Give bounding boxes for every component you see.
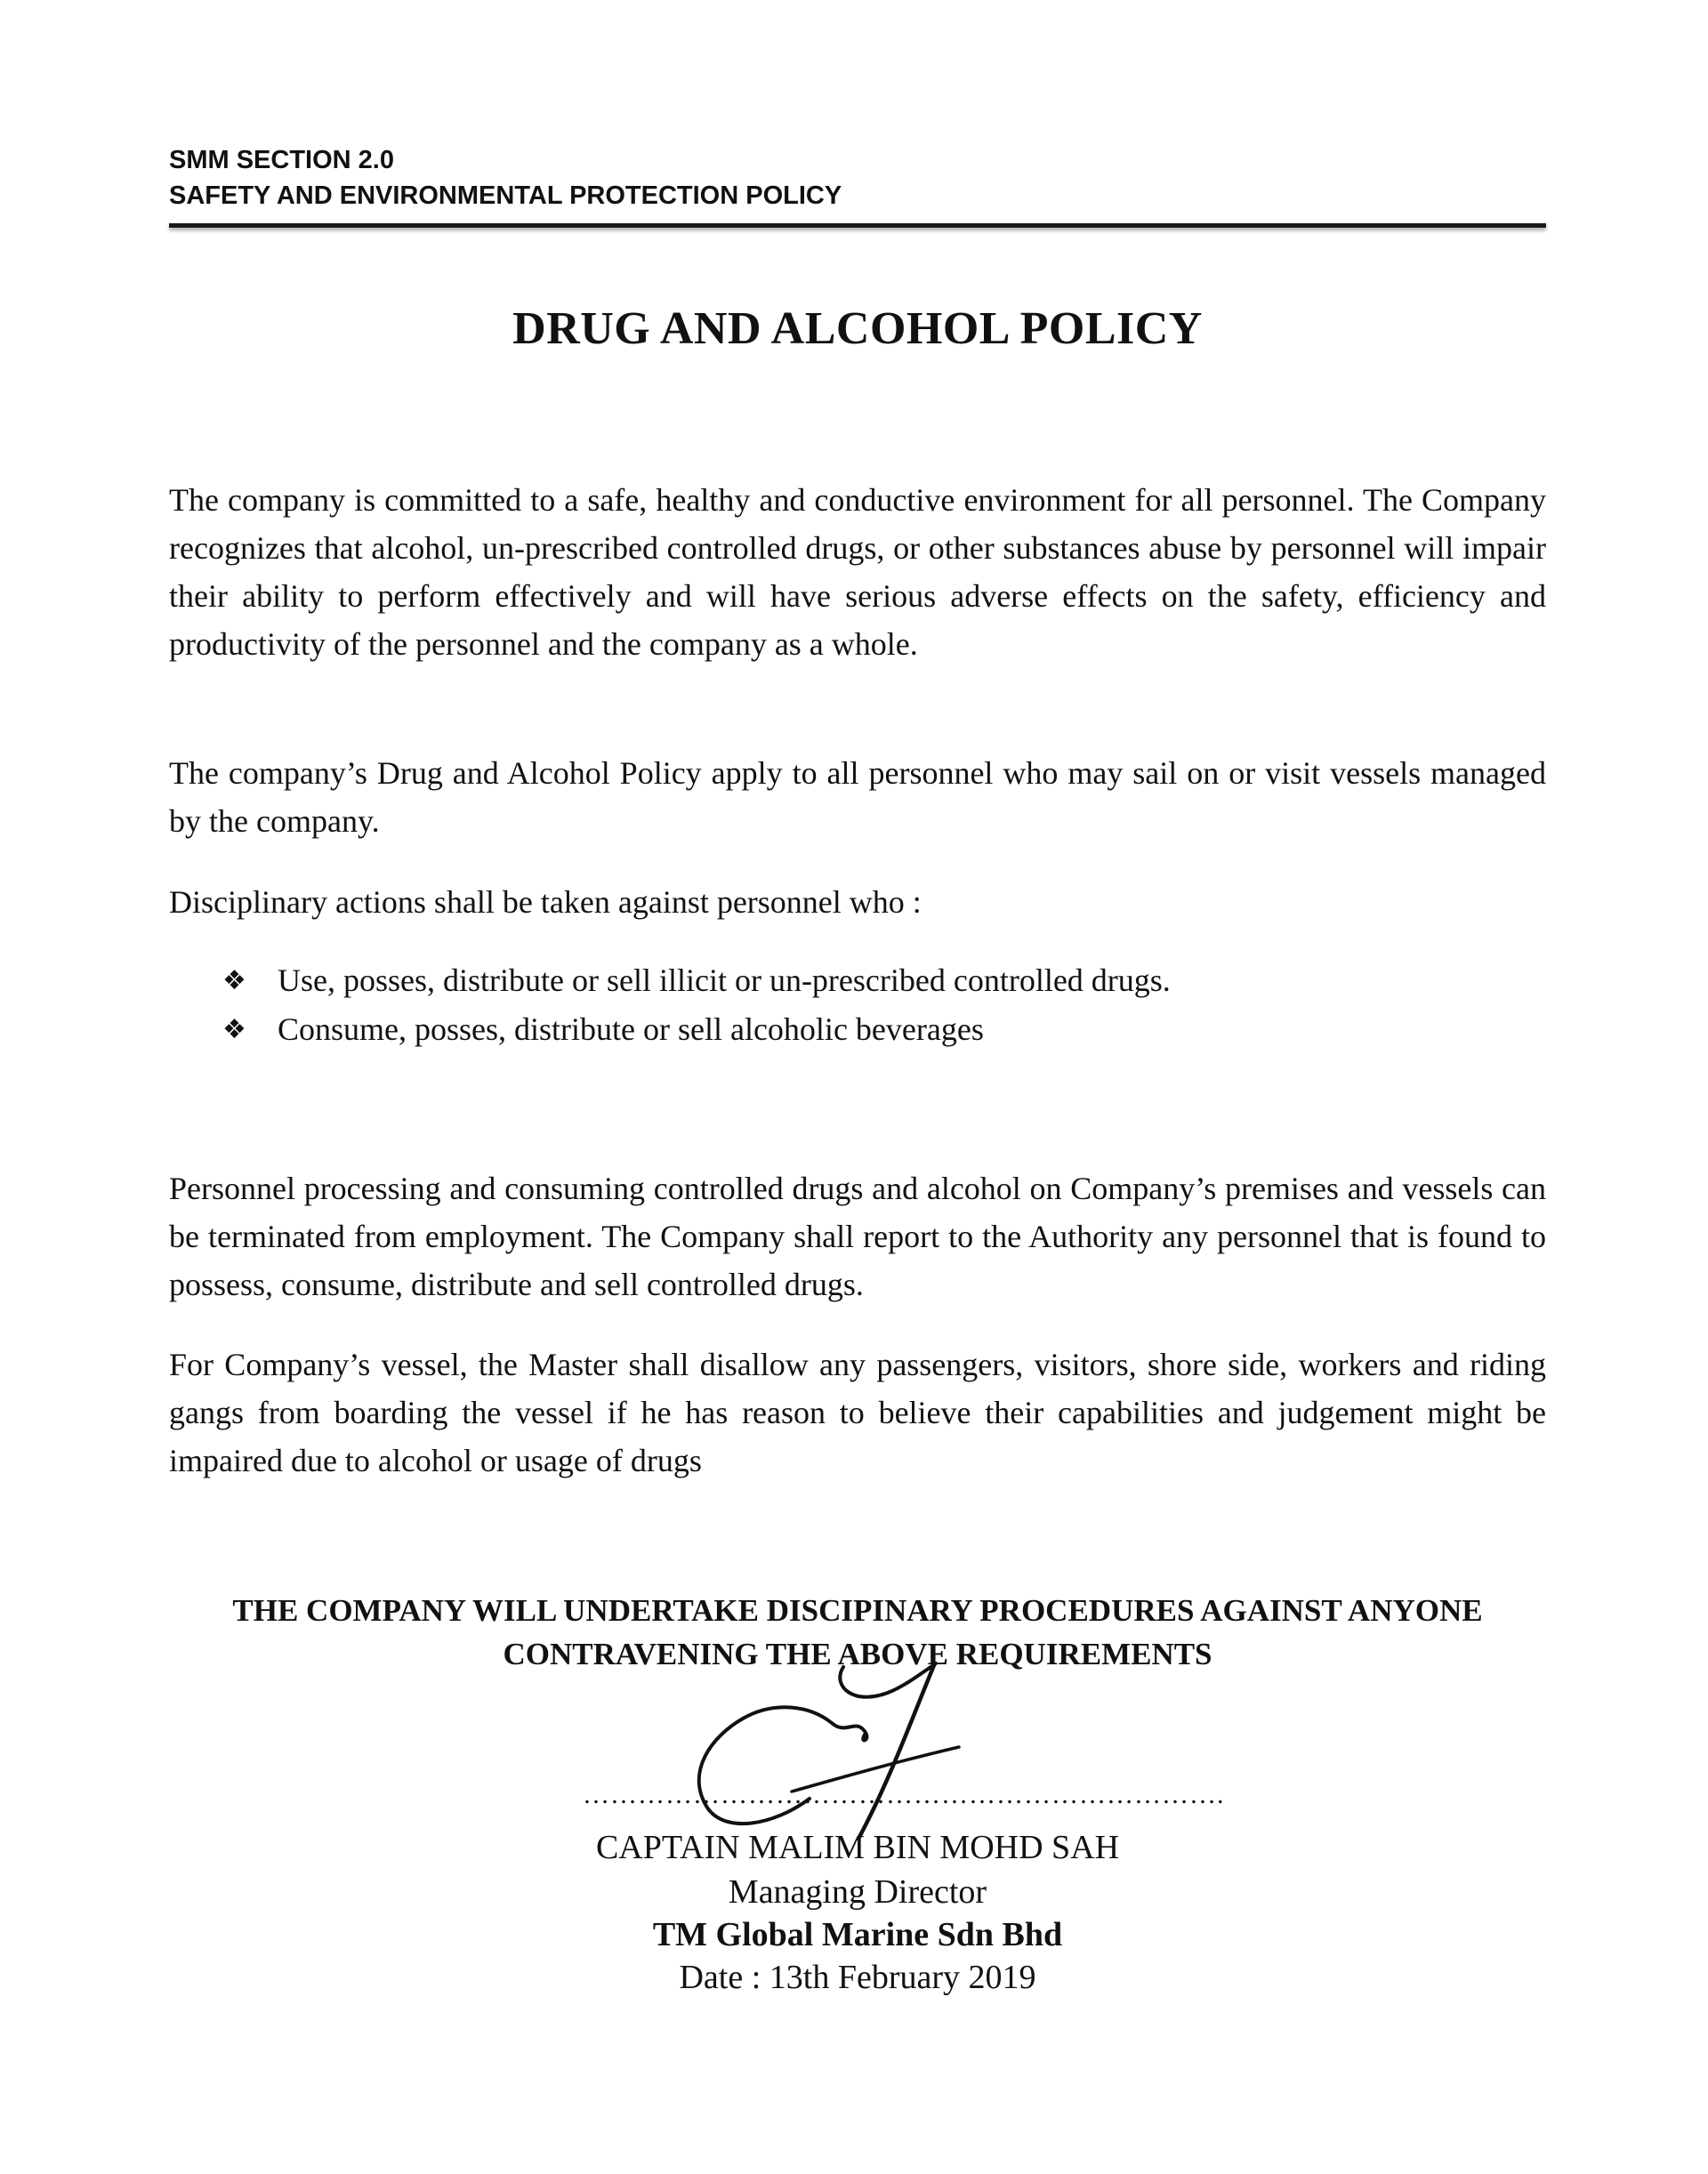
document-header xyxy=(169,142,1546,213)
signature-date: Date : 13th February 2019 xyxy=(679,1959,1036,1996)
disciplinary-list xyxy=(222,956,1539,1054)
document-title: DRUG AND ALCOHOL POLICY xyxy=(512,303,1203,354)
closing-statement: THE COMPANY WILL UNDERTAKE DISCIPINARY PROCEDURES AGAINST ANYONE CONTRAVENING THE ABOVE REQUIREMENTS xyxy=(232,1593,1483,1671)
list-item xyxy=(222,956,1539,1005)
section-subtitle: SAFETY AND ENVIRONMENTAL PROTECTION POLICY xyxy=(169,181,842,210)
list-item xyxy=(222,1005,1539,1054)
four-diamond-bullet-icon: ❖ xyxy=(222,965,246,996)
list-item-text: Consume, posses, distribute or sell alcoholic beverages xyxy=(278,1011,984,1047)
signature-line: ……………………………………………………………. xyxy=(583,1780,1225,1809)
signer-role: Managing Director xyxy=(728,1873,987,1911)
four-diamond-bullet-icon: ❖ xyxy=(222,1014,246,1045)
header-divider xyxy=(169,223,1546,228)
list-item-text: Use, posses, distribute or sell illicit or un-prescribed controlled drugs. xyxy=(278,962,1171,998)
paragraph-boarding: For Company’s vessel, the Master shall disallow any passengers, visitors, shore side, workers and riding gangs from boarding the vessel if he has reason to believe their capabilities and judgement might be impaired due to alcohol or usage of drugs xyxy=(169,1347,1546,1478)
section-number: SMM SECTION 2.0 xyxy=(169,146,394,174)
paragraph-disciplinary-intro: Disciplinary actions shall be taken against personnel who : xyxy=(169,884,922,920)
paragraph-termination: Personnel processing and consuming controlled drugs and alcohol on Company’s premises and vessels can be terminated from employment. The Company shall report to the Authority any personnel that is found to possess, consume, distribute and sell controlled drugs. xyxy=(169,1171,1546,1302)
paragraph-commitment: The company is committed to a safe, healthy and conductive environment for all personnel. The Company recognizes that alcohol, un-prescribed controlled drugs, or other substances abuse by personnel will impair their ability to perform effectively and will have serious adverse effects on the safety, efficiency and productivity of the personnel and the company as a whole. xyxy=(169,482,1546,662)
paragraph-scope: The company’s Drug and Alcohol Policy apply to all personnel who may sail on or visit vessels managed by the company. xyxy=(169,755,1546,839)
signer-company: TM Global Marine Sdn Bhd xyxy=(652,1916,1063,1953)
handwritten-signature xyxy=(676,1656,996,1843)
signer-name: CAPTAIN MALIM BIN MOHD SAH xyxy=(595,1829,1120,1866)
